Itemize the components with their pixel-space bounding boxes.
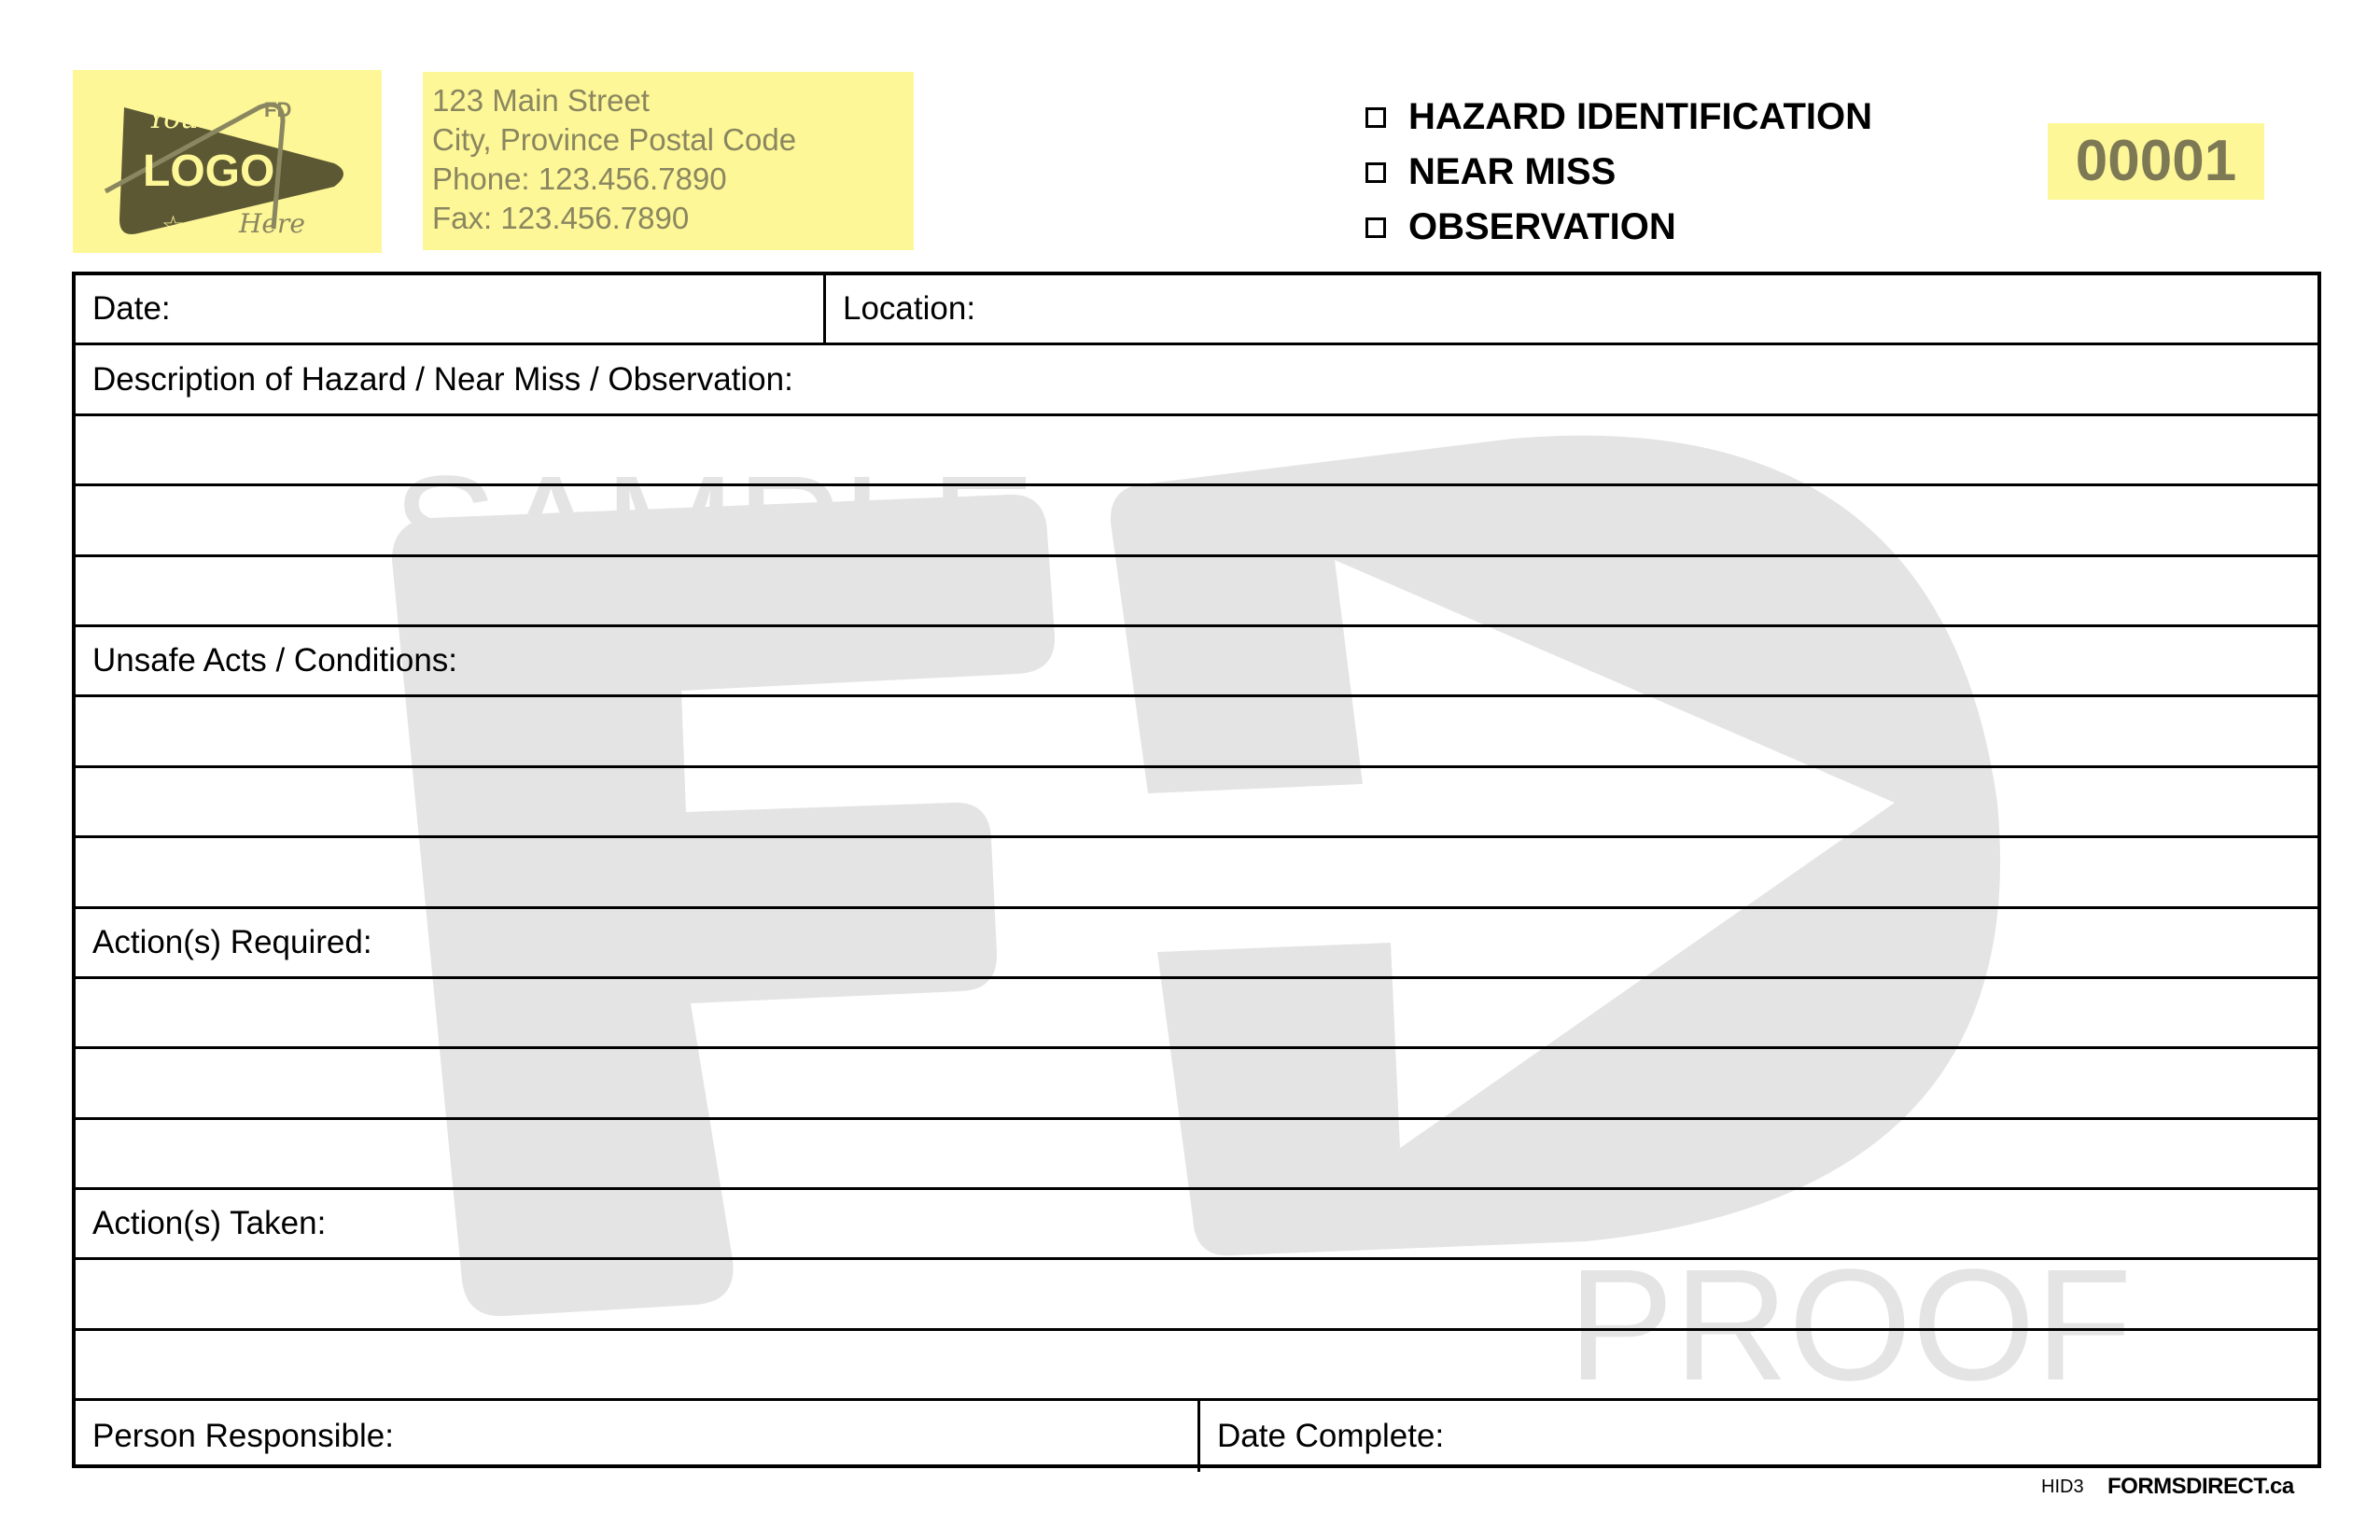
actions-taken-label: Action(s) Taken: [92,1205,327,1242]
location-label: Location: [843,290,976,328]
date-label: Date: [92,290,171,328]
date-complete-label: Date Complete: [1217,1417,1445,1454]
checkbox[interactable] [1365,162,1386,183]
person-responsible-field[interactable] [76,1401,1200,1471]
date-field[interactable] [76,275,826,343]
star-icon: ☆ [161,211,186,240]
option-hazard[interactable] [1365,90,1872,145]
actions-required-line[interactable] [76,1120,2317,1190]
form-number: 00001 [2048,123,2264,200]
logo-your: Your [147,103,212,135]
unsafe-acts-line[interactable] [76,838,2317,908]
description-field[interactable] [76,345,793,413]
company-address [423,72,914,250]
address-phone: Phone: 123.456.7890 [432,161,727,196]
unsafe-acts-line[interactable] [76,697,2317,767]
date-complete-field[interactable] [1200,1401,1444,1471]
company-logo [73,70,382,253]
address-fax: Fax: 123.456.7890 [432,201,690,235]
description-line[interactable] [76,486,2317,556]
logo-main: LOGO [143,147,275,196]
brand-logo: FORMSDIRECT.ca [2107,1474,2294,1499]
option-label: HAZARD IDENTIFICATION [1408,96,1872,137]
actions-taken-line[interactable] [76,1331,2317,1401]
unsafe-acts-label: Unsafe Acts / Conditions: [92,642,458,679]
watermark-sample: SAMPLE [392,443,1036,621]
person-responsible-label: Person Responsible: [92,1417,394,1454]
address-city: City, Province Postal Code [432,122,797,157]
checkbox[interactable] [1365,107,1386,128]
actions-required-line[interactable] [76,979,2317,1049]
actions-taken-field[interactable] [76,1190,326,1257]
description-line[interactable] [76,416,2317,486]
option-label: NEAR MISS [1408,151,1617,192]
option-near-miss[interactable] [1365,145,1872,200]
description-label: Description of Hazard / Near Miss / Observation: [92,360,793,398]
description-line[interactable] [76,557,2317,627]
actions-required-field[interactable] [76,909,372,976]
address-street: 123 Main Street [432,83,650,118]
logo-badge: FD [264,98,292,121]
option-observation[interactable] [1365,200,1872,255]
watermark-proof: PROOF [1568,1237,2133,1414]
checkbox[interactable] [1365,217,1386,238]
actions-required-line[interactable] [76,1049,2317,1119]
location-field[interactable] [826,275,975,343]
logo-here: Here [239,208,305,239]
actions-taken-line[interactable] [76,1260,2317,1330]
unsafe-acts-field[interactable] [76,627,457,694]
report-form [72,272,2321,1468]
form-code: HID3 [2041,1477,2084,1497]
report-type-options [1365,90,1872,255]
unsafe-acts-line[interactable] [76,768,2317,838]
actions-required-label: Action(s) Required: [92,923,372,960]
option-label: OBSERVATION [1408,206,1676,247]
